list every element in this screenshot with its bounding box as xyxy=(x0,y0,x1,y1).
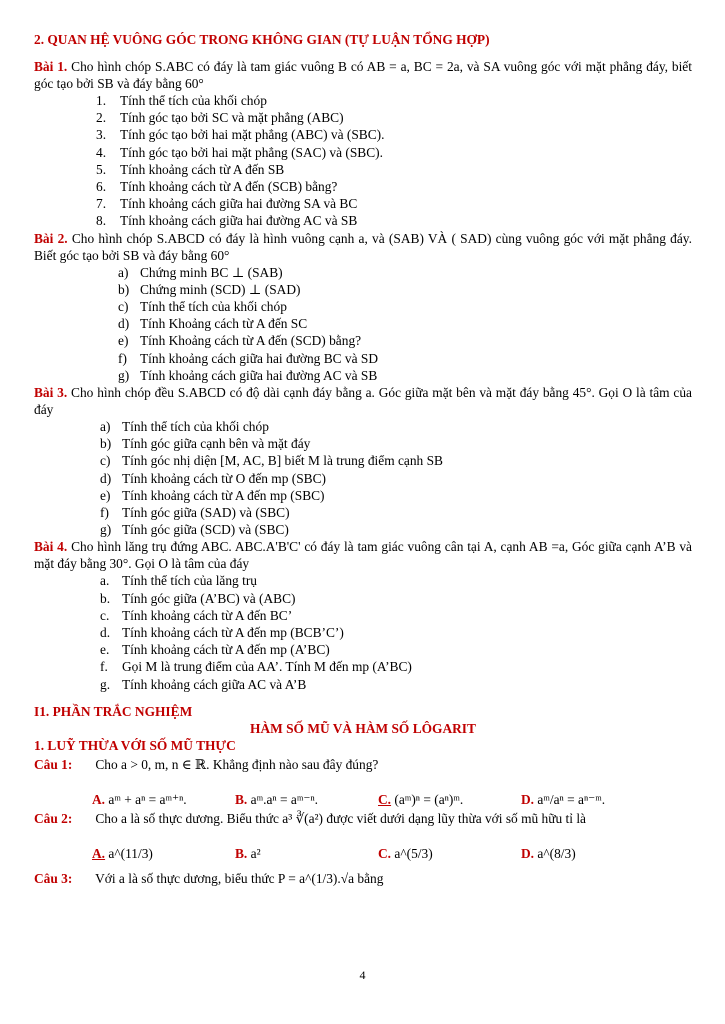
question-text: Cho a > 0, m, n ∈ ℝ. Khẳng định nào sau đây đúng? xyxy=(95,756,379,772)
part-title: I1. PHẦN TRẮC NGHIỆM xyxy=(34,703,193,719)
list-item: b. Tính góc giữa (A’BC) và (ABC) xyxy=(100,590,296,606)
problem-1 xyxy=(34,58,692,92)
question-2-options xyxy=(92,828,692,862)
list-item: g) Tính khoảng cách giữa hai đường AC và SB xyxy=(118,367,378,383)
list-item: f. Gọi M là trung điểm của AA’. Tính M đến mp (A’BC) xyxy=(100,659,412,675)
list-item: 1. Tính thể tích của khối chóp xyxy=(96,93,267,108)
question-1-options xyxy=(92,774,692,808)
question-text: Với a là số thực dương, biểu thức P = a^(1/3).√a bằng xyxy=(95,870,384,886)
problem-3-text: Cho hình chóp đều S.ABCD có độ dài cạnh đáy bằng a. Góc giữa mặt bên và mặt đáy bằng 45°. Gọi O là tâm của đáy xyxy=(34,385,692,418)
list-item: c. Tính khoảng cách từ A đến BC’ xyxy=(100,607,293,623)
question-3 xyxy=(34,870,692,888)
problem-1-text: Cho hình chóp S.ABC có đáy là tam giác vuông B có AB = a, BC = 2a, và SA vuông góc với mặt phẳng đáy, biết góc tạo bởi SB và đáy bằng 60° xyxy=(34,59,692,91)
question-label: Câu 3: xyxy=(34,870,73,886)
problem-2 xyxy=(34,230,692,264)
question-2 xyxy=(34,810,692,828)
list-item: 2. Tính góc tạo bởi SC và mặt phẳng (ABC) xyxy=(96,110,344,126)
list-item: e) Tính Khoảng cách từ A đến (SCD) bằng? xyxy=(118,333,362,349)
problem-4-text: Cho hình lăng trụ đứng ABC. ABC.A'B'C' có đáy là tam giác vuông cân tại A, cạnh AB =a, Góc giữa cạnh A’B và mặt đáy bằng 30°. Gọi O là tâm của đáy xyxy=(34,539,692,572)
problem-4 xyxy=(34,538,692,572)
list-item: 6. Tính khoảng cách từ A đến (SCB) bằng? xyxy=(96,179,338,195)
list-item: b) Tính góc giữa cạnh bên và mặt đáy xyxy=(100,436,311,452)
option-a[interactable]: A. a^(11/3) xyxy=(92,845,153,861)
list-item: g. Tính khoảng cách giữa AC và A’B xyxy=(100,676,307,692)
problem-4-label: Bài 4. xyxy=(34,539,68,555)
option-c[interactable]: C. a^(5/3) xyxy=(378,845,433,861)
problem-1-label: Bài 1. xyxy=(34,59,68,74)
question-label: Câu 1: xyxy=(34,756,73,772)
question-label: Câu 2: xyxy=(34,810,73,826)
sub-title: 1. LUỸ THỪA VỚI SỐ MŨ THỰC xyxy=(34,737,236,753)
list-item: a) Tính thể tích của khối chóp xyxy=(100,419,269,435)
problem-3 xyxy=(34,384,692,418)
problem-3-list xyxy=(34,418,692,538)
list-item: e. Tính khoảng cách từ A đến mp (A’BC) xyxy=(100,642,330,658)
section-title: 2. QUAN HỆ VUÔNG GÓC TRONG KHÔNG GIAN (TỰ LUẬN TỔNG HỢP) xyxy=(34,32,490,47)
problem-2-text: Cho hình chóp S.ABCD có đáy là hình vuông cạnh a, và (SAB) VÀ ( SAD) cùng vuông góc với mặt phẳng đáy. Biết góc tạo bởi SB và đáy bằng 60° xyxy=(34,230,692,263)
list-item: d. Tính khoảng cách từ A đến mp (BCB’C’) xyxy=(100,625,344,641)
list-item: e) Tính khoảng cách từ A đến mp (SBC) xyxy=(100,487,325,503)
problem-1-list xyxy=(34,92,692,230)
problem-2-label: Bài 2. xyxy=(34,230,68,246)
list-item: d) Tính Khoảng cách từ A đến SC xyxy=(118,316,308,332)
chapter-title: HÀM SỐ MŨ VÀ HÀM SỐ LÔGARIT xyxy=(250,720,476,736)
problem-3-label: Bài 3. xyxy=(34,385,68,401)
list-item: 5. Tính khoảng cách từ A đến SB xyxy=(96,161,285,177)
document-page xyxy=(34,32,692,888)
list-item: f) Tính khoảng cách giữa hai đường BC và SD xyxy=(118,350,379,366)
option-b[interactable]: B. aᵐ.aⁿ = aᵐ⁻ⁿ. xyxy=(235,791,319,807)
list-item: c) Tính thể tích của khối chóp xyxy=(118,299,287,315)
problem-2-list xyxy=(34,264,692,384)
question-text: Cho a là số thực dương. Biểu thức a³ ∛(a²) được viết dưới dạng lũy thừa với số mũ hữu tỉ là xyxy=(95,810,586,826)
list-item: a. Tính thể tích của lăng trụ xyxy=(100,573,257,589)
option-c[interactable]: C. (aᵐ)ⁿ = (aⁿ)ᵐ. xyxy=(378,791,464,807)
list-item: c) Tính góc nhị diện [M, AC, B] biết M là trung điểm cạnh SB xyxy=(100,453,443,469)
list-item: a) Chứng minh BC ⊥ (SAB) xyxy=(118,264,283,280)
list-item: g) Tính góc giữa (SCD) và (SBC) xyxy=(100,522,289,538)
option-a[interactable]: A. aᵐ + aⁿ = aᵐ⁺ⁿ. xyxy=(92,791,187,807)
list-item: 4. Tính góc tạo bởi hai mặt phẳng (SAC) và (SBC). xyxy=(96,144,383,160)
problem-4-list xyxy=(34,572,692,692)
list-item: 8. Tính khoảng cách giữa hai đường AC và SB xyxy=(96,213,358,229)
page-number: 4 xyxy=(359,968,366,982)
list-item: 3. Tính góc tạo bởi hai mặt phẳng (ABC) và (SBC). xyxy=(96,127,385,143)
list-item: b) Chứng minh (SCD) ⊥ (SAD) xyxy=(118,281,301,297)
question-1 xyxy=(34,756,692,774)
option-d[interactable]: D. aᵐ/aⁿ = aⁿ⁻ᵐ. xyxy=(521,791,606,807)
list-item: d) Tính khoảng cách từ O đến mp (SBC) xyxy=(100,470,326,486)
list-item: 7. Tính khoảng cách giữa hai đường SA và BC xyxy=(96,196,358,212)
list-item: f) Tính góc giữa (SAD) và (SBC) xyxy=(100,505,290,521)
option-b[interactable]: B. a² xyxy=(235,845,261,861)
option-d[interactable]: D. a^(8/3) xyxy=(521,845,576,861)
